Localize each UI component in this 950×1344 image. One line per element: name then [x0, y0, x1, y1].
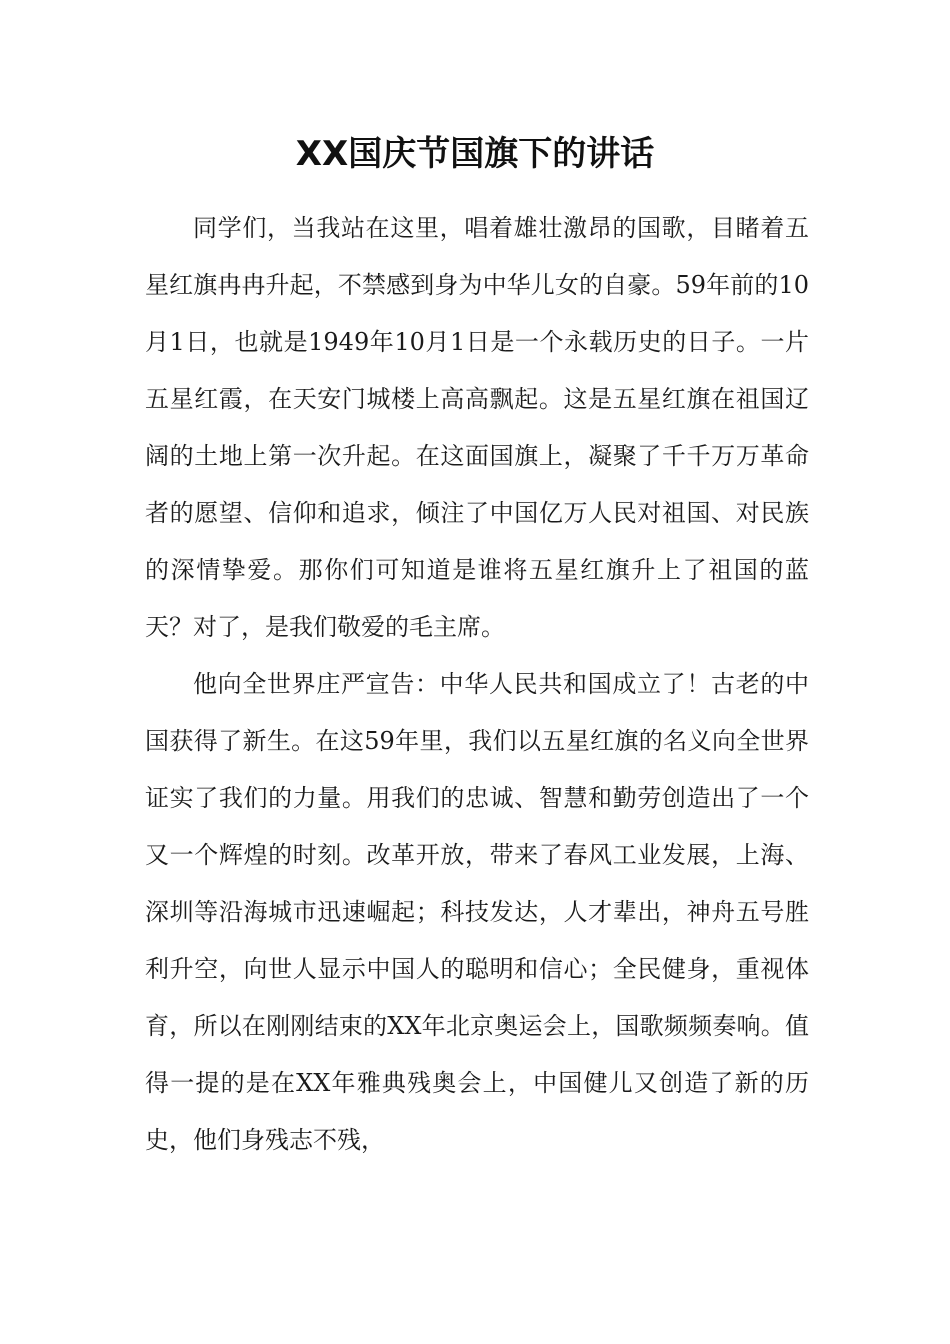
document-title: XX国庆节国旗下的讲话 — [295, 134, 655, 174]
paragraph-2: 他向全世界庄严宣告：中华人民共和国成立了！古老的中国获得了新生。在这59年里，我们以五星红旗的名义向全世界证实了我们的力量。用我们的忠诚、智慧和勤劳创造出了一个又一个辉煌的时刻。改革开放，带来了春风工业发展，上海、深圳等沿海城市迅速崛起；科技发达，人才辈出，神舟五号胜利升空，向世人显示中国人的聪明和信心；全民健身，重视体育，所以在刚刚结束的XX年北京奥运会上，国歌频频奏响。值得一提的是在XX年雅典残奥会上，中国健儿又创造了新的历史，他们身残志不残， — [145, 670, 809, 1154]
document-body — [145, 200, 809, 1169]
paragraph-1: 同学们，当我站在这里，唱着雄壮激昂的国歌，目睹着五星红旗冉冉升起，不禁感到身为中华儿女的自豪。59年前的10月1日，也就是1949年10月1日是一个永载历史的日子。一片五星红霞，在天安门城楼上高高飘起。这是五星红旗在祖国辽阔的土地上第一次升起。在这面国旗上，凝聚了千千万万革命者的愿望、信仰和追求，倾注了中国亿万人民对祖国、对民族的深情挚爱。那你们可知道是谁将五星红旗升上了祖国的蓝天？对了，是我们敬爱的毛主席。 — [145, 214, 809, 641]
